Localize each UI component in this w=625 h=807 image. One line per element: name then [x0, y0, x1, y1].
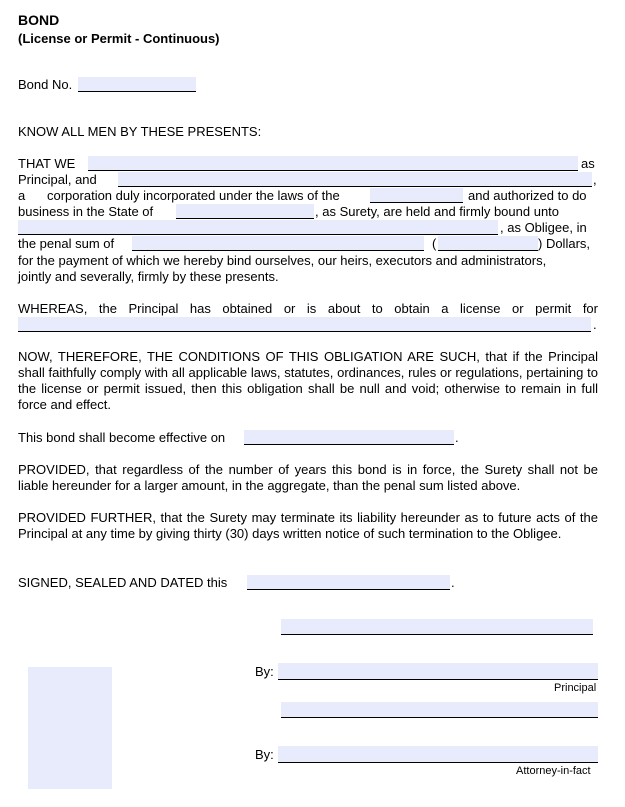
bond-no-label: Bond No. [18, 77, 73, 92]
as-label: as [581, 156, 595, 171]
penal-sum-words-field[interactable] [132, 236, 424, 251]
payment-text: for the payment of which we hereby bind ourselves, our heirs, executors and administrators, [18, 253, 547, 268]
open-paren: ( [432, 236, 437, 251]
business-state-label: business in the State of [18, 204, 154, 219]
business-state-field[interactable] [176, 204, 314, 219]
that-we-label: THAT WE [18, 156, 76, 171]
penal-sum-label: the penal sum of [18, 236, 115, 251]
dollars-text: ) Dollars, [538, 236, 591, 251]
seal-box [28, 667, 112, 789]
attorney-caption: Attorney-in-fact [516, 765, 591, 777]
effective-label: This bond shall become effective on [18, 430, 226, 445]
provided-paragraph: PROVIDED, that regardless of the number of years this bond is in force, the Surety shall not be liable hereunder for a larger amount, in the aggregate, than the penal sum listed above. [18, 462, 598, 493]
principal-name-signature-field[interactable] [281, 619, 593, 635]
whereas-text: WHEREAS, the Principal has obtained or is about to obtain a license or permit for [18, 301, 598, 316]
by-label-attorney: By: [255, 747, 274, 762]
license-permit-field[interactable] [18, 317, 591, 332]
jointly-text: jointly and severally, firmly by these presents. [18, 269, 279, 284]
as-surety-text: , as Surety, are held and firmly bound unto [315, 204, 560, 219]
signed-label: SIGNED, SEALED AND DATED this [18, 575, 228, 590]
attorney-signature-field[interactable] [278, 746, 598, 763]
document-title: BOND [18, 12, 60, 28]
by-label-principal: By: [255, 664, 274, 679]
incorporation-state-field[interactable] [370, 188, 463, 203]
obligee-field[interactable] [18, 220, 498, 235]
signed-date-field[interactable] [247, 575, 450, 590]
comma-text: , [593, 172, 597, 187]
penal-sum-amount-field[interactable] [438, 236, 538, 251]
document-subtitle: (License or Permit - Continuous) [18, 31, 220, 46]
surety-name-field[interactable] [118, 172, 592, 187]
as-obligee-text: , as Obligee, in [500, 220, 587, 235]
now-therefore-paragraph: NOW, THEREFORE, THE CONDITIONS OF THIS OBLIGATION ARE SUCH, that if the Principal shall faithfully comply with all applicable laws, statutes, ordinances, rules or regulations, pertaining to the license or permit issued, then this obligation shall be null and void; otherwise to remain in full force and effect. [18, 349, 598, 412]
a-text: a [18, 188, 26, 203]
authorized-text: and authorized to do [468, 188, 587, 203]
surety-name-signature-field[interactable] [281, 702, 598, 718]
provided-further-paragraph: PROVIDED FURTHER, that the Surety may terminate its liability hereunder as to future acts of the Principal at any time by giving thirty (30) days written notice of such termination to the Obligee. [18, 510, 598, 541]
principal-caption: Principal [554, 682, 597, 694]
bond-no-field[interactable] [78, 77, 196, 92]
effective-date-field[interactable] [244, 430, 454, 445]
principal-signature-field[interactable] [278, 663, 598, 680]
know-all-heading: KNOW ALL MEN BY THESE PRESENTS: [18, 124, 262, 139]
principal-name-field[interactable] [88, 156, 578, 171]
corporation-text: corporation duly incorporated under the laws of the [47, 188, 340, 203]
effective-period: . [455, 430, 459, 445]
principal-and-label: Principal, and [18, 172, 97, 187]
signed-period: . [451, 575, 455, 590]
whereas-period: . [593, 317, 597, 332]
